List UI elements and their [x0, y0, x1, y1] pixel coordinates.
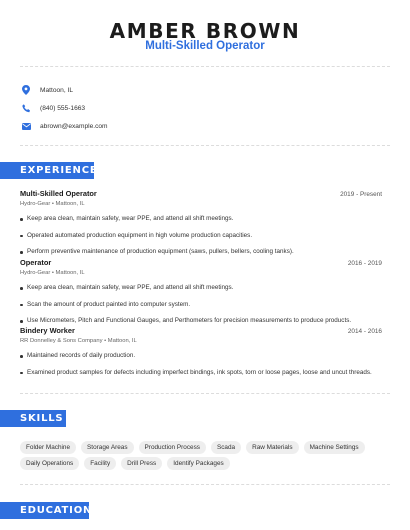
skill-chip: Production Process — [139, 441, 206, 454]
job-employer: Hydro-Gear • Mattoon, IL — [20, 270, 85, 276]
candidate-name: AMBER BROWN — [109, 19, 301, 43]
job-title: Bindery Worker — [20, 326, 75, 335]
job-company: Hydro-Gear — [20, 201, 51, 207]
job-employer: RR Donnelley & Sons Company • Mattoon, IL — [20, 338, 137, 344]
job-bullet: Scan the amount of product painted into computer system. — [20, 297, 382, 314]
contact-email-text: abrown@example.com — [40, 122, 108, 130]
job-entry — [20, 189, 382, 261]
skills-list — [20, 441, 390, 473]
skill-chip: Drill Press — [121, 457, 162, 470]
contact-phone — [20, 99, 390, 117]
job-entry — [20, 258, 382, 330]
job-bullets — [20, 211, 382, 261]
job-dates: 2019 - Present — [340, 191, 382, 198]
phone-icon — [20, 102, 32, 114]
job-location: Mattoon, IL — [55, 201, 85, 207]
email-icon — [20, 120, 32, 132]
section-experience-heading: EXPERIENCE — [0, 162, 94, 179]
job-company: Hydro-Gear — [20, 270, 51, 276]
section-skills-heading: SKILLS — [0, 410, 66, 427]
contact-email — [20, 117, 390, 135]
job-company: RR Donnelley & Sons Company — [20, 338, 103, 344]
skill-chip: Facility — [84, 457, 116, 470]
skill-chip: Identify Packages — [167, 457, 229, 470]
job-bullets — [20, 348, 382, 381]
job-dates: 2016 - 2019 — [347, 260, 382, 267]
job-location: Mattoon, IL — [55, 270, 85, 276]
divider — [20, 393, 390, 394]
contact-location-text: Mattoon, IL — [40, 86, 73, 94]
contact-phone-text: (840) 555-1663 — [40, 104, 86, 112]
skill-chip: Daily Operations — [20, 457, 79, 470]
job-bullet: Use Micrometers, Pitch and Functional Gauges, and Perthometers for precision measurements to produce products. — [20, 313, 382, 330]
job-entry — [20, 326, 382, 381]
job-bullet: Maintained records of daily production. — [20, 348, 382, 365]
job-bullet: Perform preventive maintenance of production equipment (saws, pullers, bellers, cooling tanks). — [20, 244, 382, 261]
contact-list — [20, 81, 390, 135]
skill-chip: Scada — [211, 441, 241, 454]
job-location: Mattoon, IL — [107, 338, 137, 344]
job-bullet: Examined product samples for defects including imperfect bindings, ink spots, torn or loose pages, loose and uncut threads. — [20, 365, 382, 382]
skill-chip: Raw Materials — [246, 441, 299, 454]
job-title: Operator — [20, 258, 52, 267]
job-bullet: Operated automated production equipment in high volume production capacities. — [20, 228, 382, 245]
section-education-heading: EDUCATION — [0, 502, 89, 519]
job-bullet: Keep area clean, maintain safety, wear PPE, and attend all shift meetings. — [20, 211, 382, 228]
job-bullets — [20, 280, 382, 330]
divider — [20, 145, 390, 146]
divider — [20, 484, 390, 485]
job-title: Multi-Skilled Operator — [20, 189, 97, 198]
skill-chip: Storage Areas — [81, 441, 134, 454]
skill-chip: Machine Settings — [304, 441, 365, 454]
job-dates: 2014 - 2016 — [347, 328, 382, 335]
job-title: Multi-Skilled Operator — [145, 40, 265, 52]
skill-chip: Folder Machine — [20, 441, 76, 454]
job-employer: Hydro-Gear • Mattoon, IL — [20, 201, 85, 207]
location-pin-icon — [20, 84, 32, 96]
divider — [20, 66, 390, 67]
contact-location — [20, 81, 390, 99]
job-bullet: Keep area clean, maintain safety, wear PPE, and attend all shift meetings. — [20, 280, 382, 297]
